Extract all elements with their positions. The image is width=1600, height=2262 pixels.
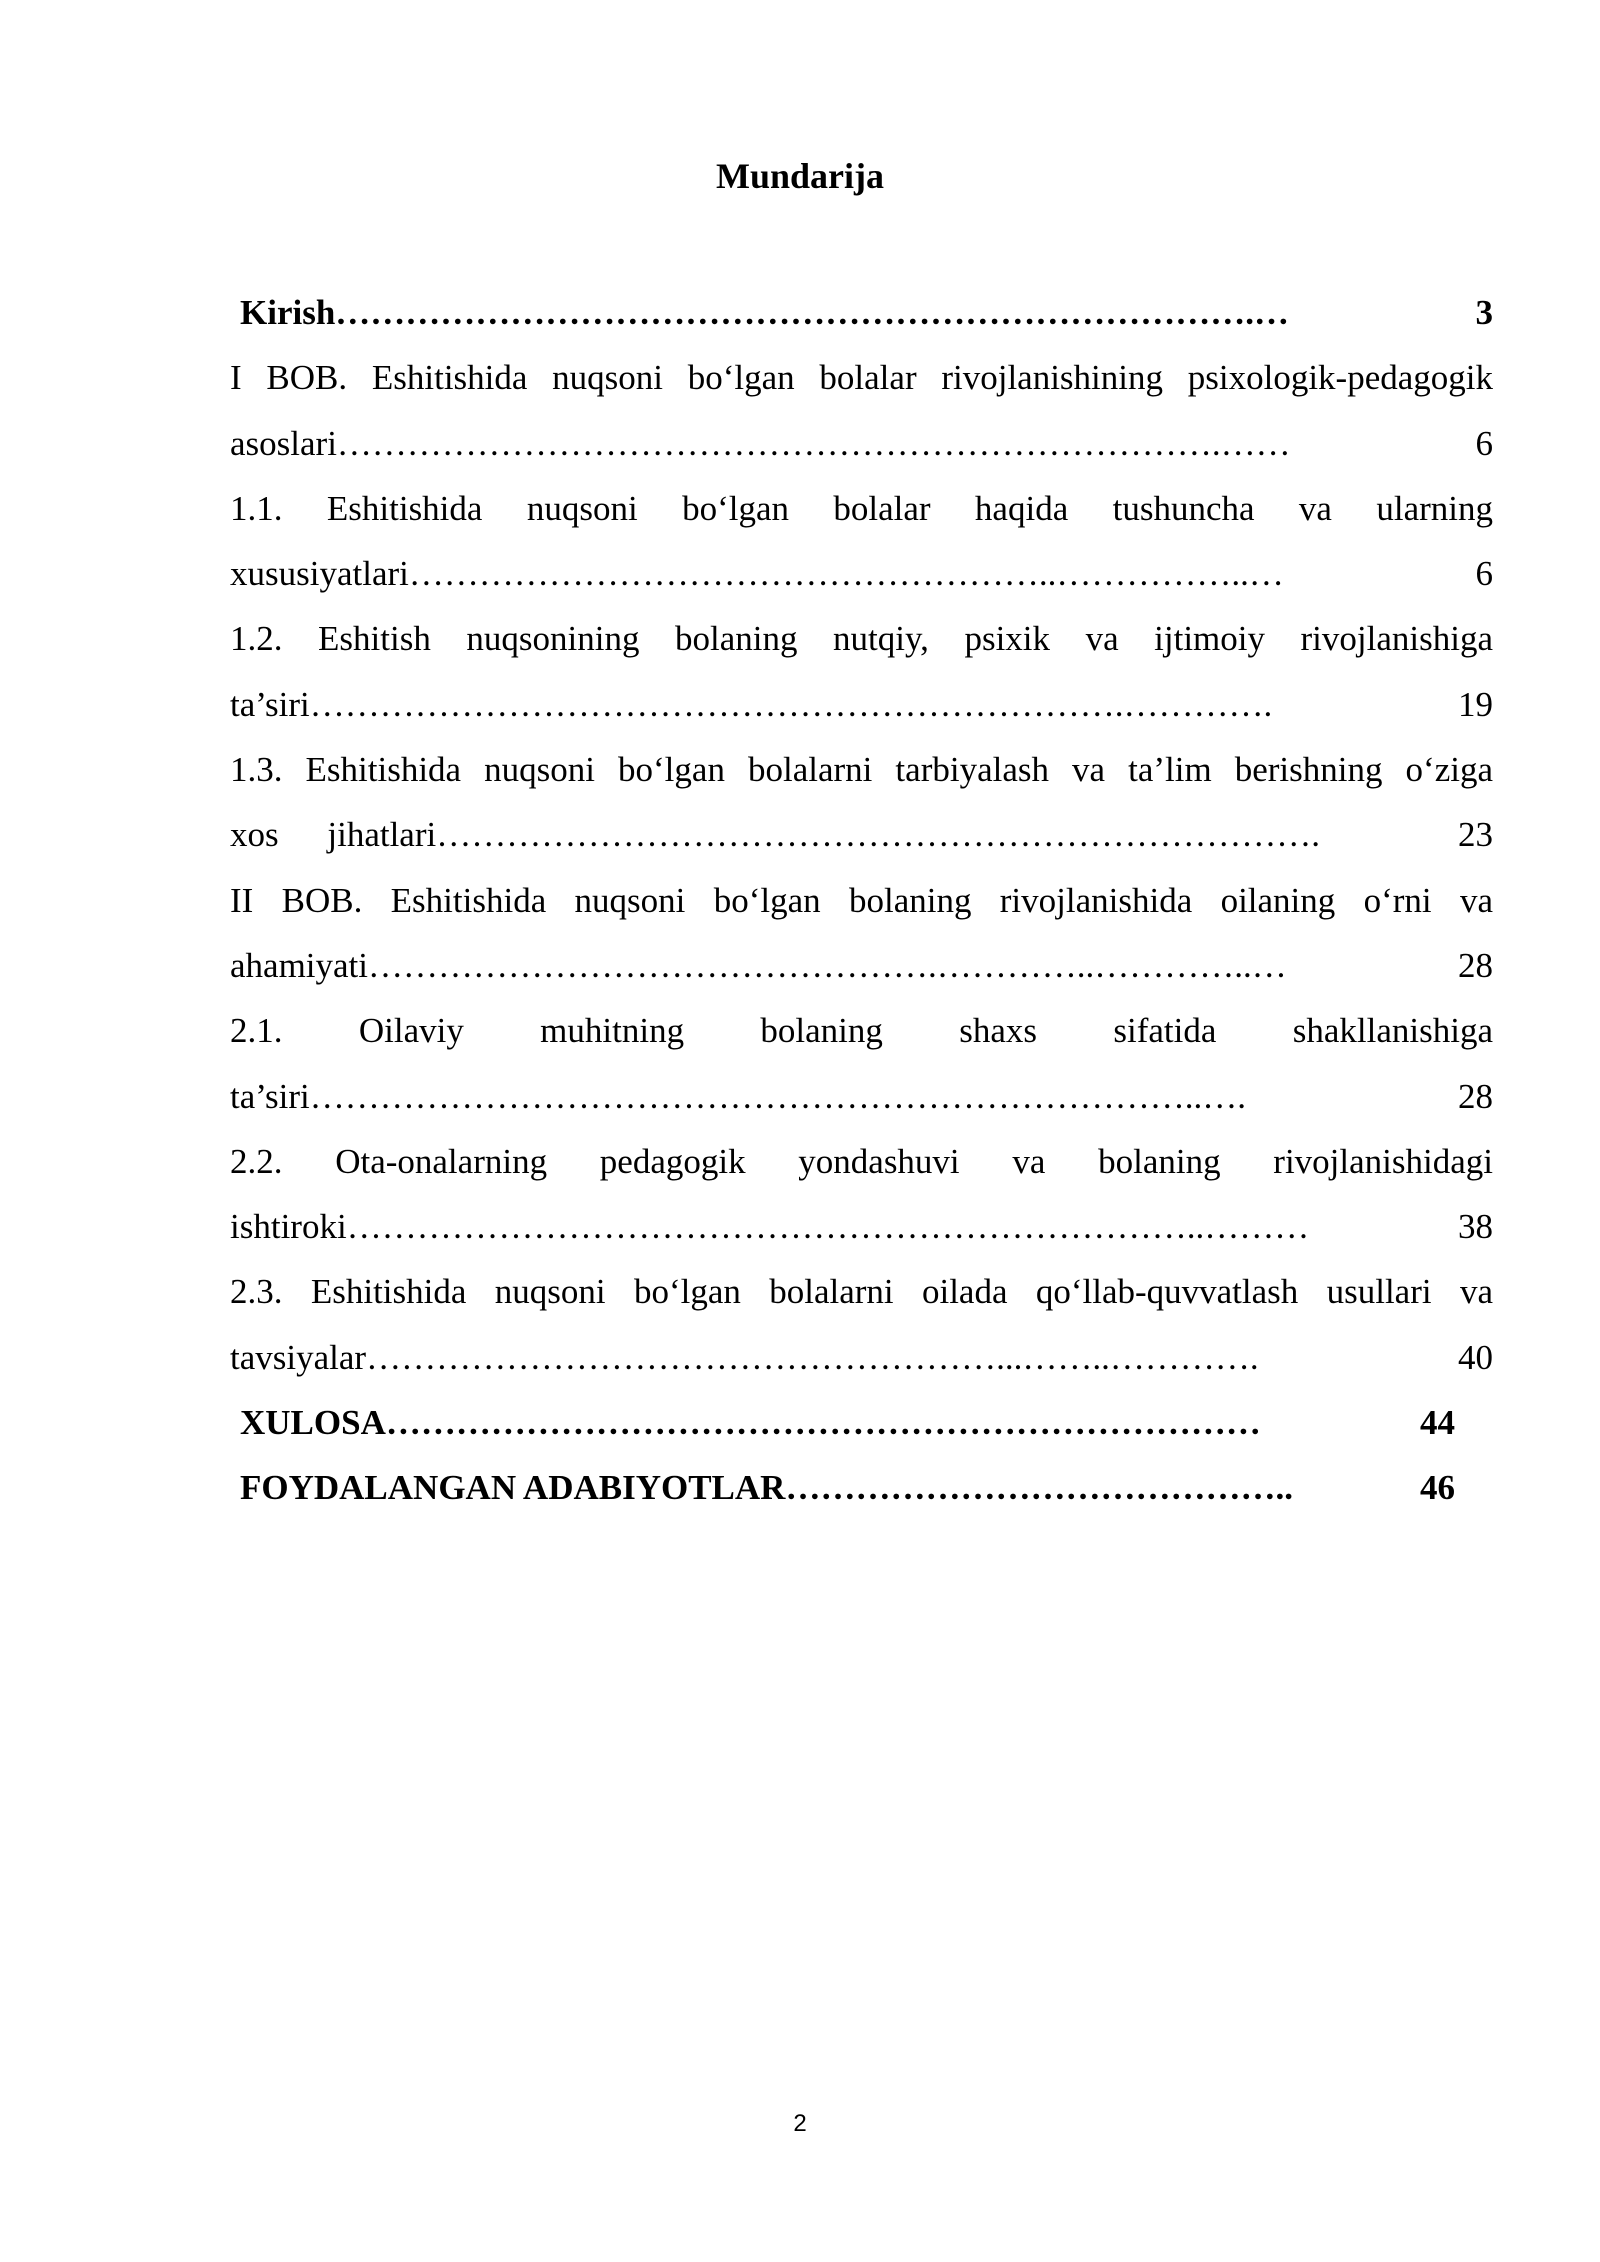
toc-page-number: 38 [1458,1207,1493,1247]
toc-entry-label: ta’siri [230,1076,310,1116]
toc-entry-1-2-line1[interactable]: 1.2. Eshitish nuqsonining bolaning nutqiy, psixik va ijtimoiy rivojlanishiga [230,619,1493,659]
toc-entry-bob1-line2[interactable] [230,411,1493,476]
page-title: Mundarija [715,156,884,196]
toc-entry-2-1-line1[interactable]: 2.1. Oilaviy muhitning bolaning shaxs sifatida shakllanishiga [230,1011,1493,1051]
toc-entry-label: asoslari [230,423,337,463]
toc-page-number: 44 [1420,1403,1455,1443]
toc-leader-dots: …………………………………………………………………..…. [309,1076,1246,1116]
toc-entry-label: ta’siri [230,684,310,724]
toc-leader-dots: ………………………………………………..……………..… [408,554,1284,594]
toc-leader-dots: ………………………………………………………………..……… [346,1207,1310,1247]
toc-entry-2-1-line2[interactable] [230,1064,1493,1129]
toc-entry-label: Kirish [240,293,336,332]
toc-entry-2-3-line1[interactable]: 2.3. Eshitishida nuqsoni bo‘lgan bolalarni oilada qo‘llab-quvvatlash usullari va [230,1272,1493,1312]
table-of-contents [230,280,1493,1521]
toc-leader-dots: ………………………………………………………………… [385,1403,1261,1443]
toc-leader-dots: ………………………………………………………………….…… [336,423,1291,463]
toc-page-number: 6 [1475,423,1493,463]
toc-entry-label: FOYDALANGAN ADABIYOTLAR [240,1468,786,1508]
toc-page-number: 23 [1458,815,1493,855]
page-number: 2 [793,2110,807,2137]
toc-page-number: 19 [1458,684,1493,724]
toc-entry-bob2-line2[interactable] [230,933,1493,998]
toc-leader-dots: ………………………………………………...……..…………. [366,1337,1259,1377]
toc-entry-1-1-line1[interactable]: 1.1. Eshitishida nuqsoni bo‘lgan bolalar haqida tushuncha va ularning [230,488,1493,528]
toc-entry-1-1-line2[interactable] [230,541,1493,606]
toc-entry-1-3-line1[interactable]: 1.3. Eshitishida nuqsoni bo‘lgan bolalarni tarbiyalash va ta’lim berishning o‘ziga [230,750,1493,790]
toc-entry-bob2-line1[interactable]: II BOB. Eshitishida nuqsoni bo‘lgan bolaning rivojlanishida oilaning o‘rni va [230,880,1493,920]
toc-entry-bob1-line1[interactable]: I BOB. Eshitishida nuqsoni bo‘lgan bolalar rivojlanishining psixologik-pedagogik [230,358,1493,398]
toc-entry-2-3-line2[interactable] [230,1325,1493,1390]
toc-leader-dots: …………………………………………………………………….… [335,293,1290,332]
toc-entry-2-2-line2[interactable] [230,1194,1493,1259]
toc-page-number: 28 [1458,1076,1493,1116]
toc-leader-dots: …………………………………………………………….…………. [309,684,1273,724]
toc-entry-1-3-line2[interactable] [230,802,1493,867]
toc-entry-xulosa[interactable] [230,1390,1493,1455]
toc-entry-1-2-line2[interactable] [230,672,1493,737]
toc-page-number: 28 [1458,945,1493,985]
toc-entry-label: XULOSA [240,1403,386,1443]
toc-entry-adabiyotlar[interactable] [230,1455,1493,1520]
toc-page-number: 46 [1420,1468,1455,1508]
toc-leader-dots: …………………………………………………………………. [436,815,1320,855]
toc-entry-label: xos jihatlari [230,815,437,855]
toc-entry-label: xususiyatlari [230,554,409,594]
toc-page-number: 6 [1475,554,1493,594]
toc-entry-label: ishtiroki [230,1207,347,1247]
toc-entry-label: tavsiyalar [230,1337,367,1377]
toc-entry-kirish[interactable] [230,280,1493,345]
toc-page-number: 40 [1458,1337,1493,1377]
toc-leader-dots: …………………………………….. [785,1468,1293,1508]
toc-page-number: 3 [1475,293,1493,332]
toc-leader-dots: ………………………………………….…………..…………..… [368,945,1287,985]
toc-entry-label: ahamiyati [230,945,369,985]
toc-entry-2-2-line1[interactable]: 2.2. Ota-onalarning pedagogik yondashuvi va bolaning rivojlanishidagi [230,1141,1493,1181]
